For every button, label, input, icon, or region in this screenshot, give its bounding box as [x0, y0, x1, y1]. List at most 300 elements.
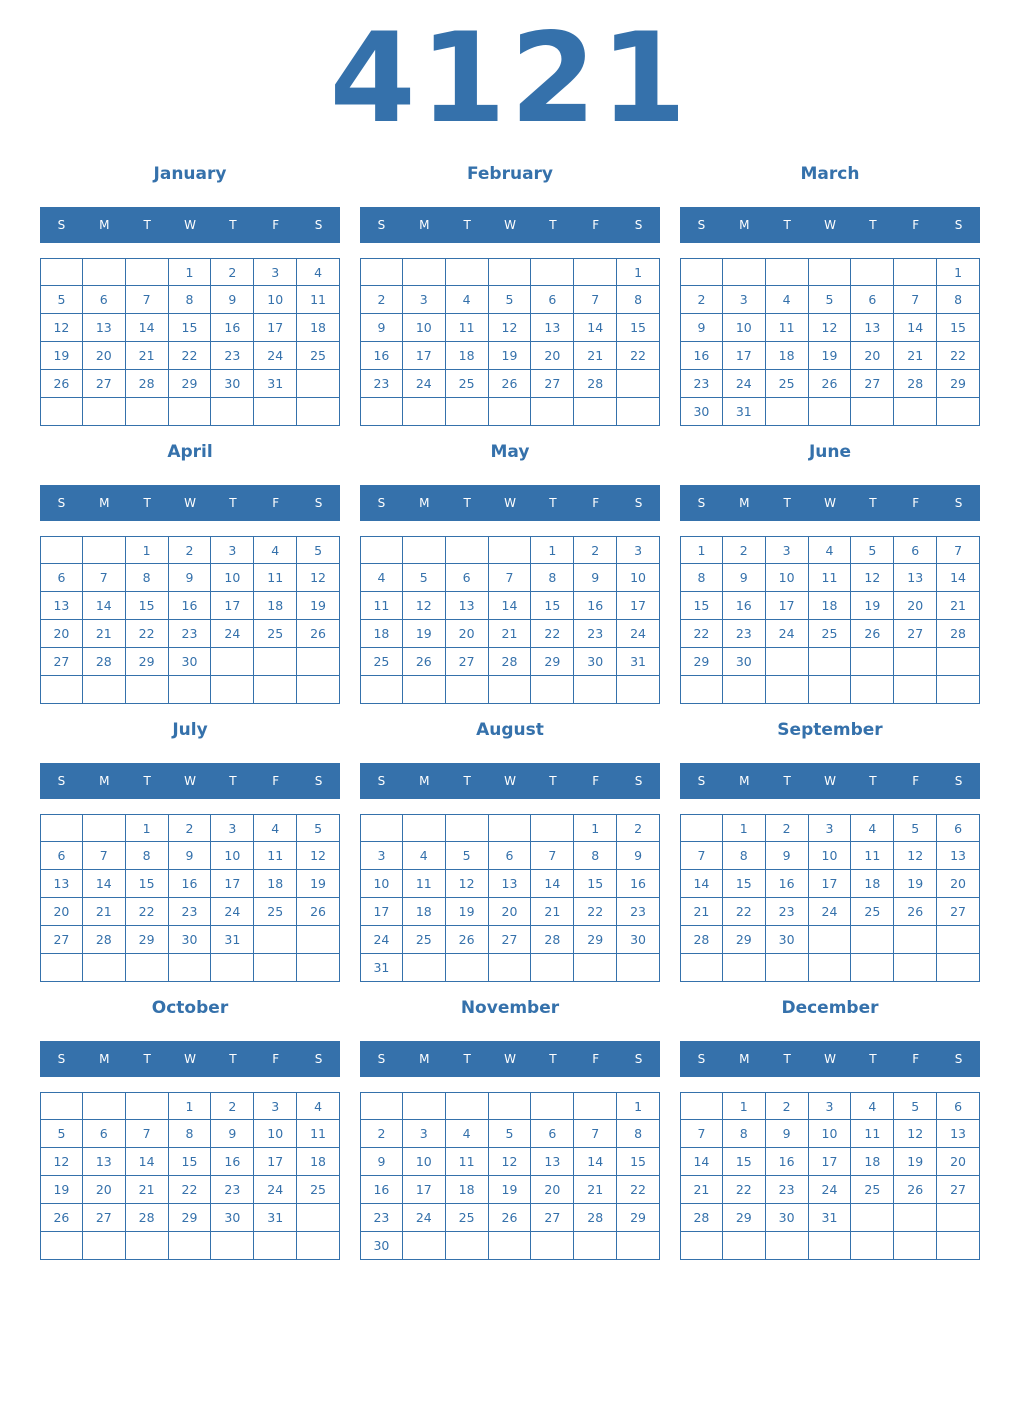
- day-cell: 23: [211, 342, 254, 370]
- day-cell: 20: [40, 620, 83, 648]
- day-cell: 11: [766, 314, 809, 342]
- day-cell: 17: [617, 592, 660, 620]
- day-cell: 27: [40, 926, 83, 954]
- month-name: January: [153, 164, 227, 184]
- day-cell: 19: [489, 342, 532, 370]
- day-cell: 20: [894, 592, 937, 620]
- day-cell: 24: [254, 342, 297, 370]
- day-cell: 17: [211, 592, 254, 620]
- day-cell: 11: [851, 842, 894, 870]
- day-cell: [680, 954, 723, 982]
- day-cell: 7: [894, 286, 937, 314]
- day-cell: [531, 954, 574, 982]
- day-cell: 12: [489, 1148, 532, 1176]
- weekday-header: T: [869, 774, 877, 788]
- month-november: [360, 991, 660, 1259]
- day-cell: [169, 954, 212, 982]
- weekday-header-row: [40, 485, 340, 521]
- day-cell: 19: [297, 592, 340, 620]
- day-cell: 2: [360, 286, 403, 314]
- day-cell: 9: [766, 1120, 809, 1148]
- day-cell: 22: [937, 342, 980, 370]
- day-cell: [40, 258, 83, 286]
- day-cell: [723, 1232, 766, 1260]
- day-cell: 10: [211, 842, 254, 870]
- day-cell: 12: [297, 564, 340, 592]
- day-cell: 11: [297, 286, 340, 314]
- day-cell: 8: [680, 564, 723, 592]
- weekday-header: T: [549, 774, 557, 788]
- day-cell: 17: [766, 592, 809, 620]
- day-cell: [40, 398, 83, 426]
- month-name: July: [172, 720, 208, 740]
- day-cell: [360, 258, 403, 286]
- day-cell: [851, 648, 894, 676]
- weekday-header: S: [697, 1052, 706, 1066]
- day-cell: 28: [126, 370, 169, 398]
- day-cell: 3: [766, 536, 809, 564]
- day-cell: 18: [360, 620, 403, 648]
- weekday-header: M: [99, 218, 110, 232]
- day-cell: 24: [723, 370, 766, 398]
- day-cell: 9: [574, 564, 617, 592]
- day-cell: 10: [617, 564, 660, 592]
- day-cell: [766, 1232, 809, 1260]
- day-cell: 28: [937, 620, 980, 648]
- weekday-header: T: [783, 1052, 791, 1066]
- day-cell: 16: [360, 1176, 403, 1204]
- day-cell: [254, 954, 297, 982]
- day-cell: 16: [617, 870, 660, 898]
- day-cell: 5: [894, 814, 937, 842]
- day-cell: [894, 676, 937, 704]
- day-cell: 26: [297, 898, 340, 926]
- day-cell: 1: [169, 1092, 212, 1120]
- day-cell: 10: [766, 564, 809, 592]
- day-cell: 17: [403, 342, 446, 370]
- day-cell: [446, 1092, 489, 1120]
- weekday-header: S: [314, 218, 323, 232]
- day-cell: 14: [126, 314, 169, 342]
- day-cell: 4: [766, 286, 809, 314]
- day-cell: 13: [446, 592, 489, 620]
- day-cell: 10: [809, 842, 852, 870]
- day-cell: 9: [211, 286, 254, 314]
- day-cell: 2: [169, 536, 212, 564]
- day-cell: 21: [489, 620, 532, 648]
- day-cell: 22: [169, 1176, 212, 1204]
- weekday-header: S: [634, 496, 643, 510]
- day-cell: 3: [211, 536, 254, 564]
- weekday-header: T: [229, 774, 237, 788]
- weekday-header: T: [229, 496, 237, 510]
- day-cell: 26: [403, 648, 446, 676]
- day-cell: 11: [446, 1148, 489, 1176]
- day-cell: 22: [169, 342, 212, 370]
- day-cell: 21: [574, 1176, 617, 1204]
- weekday-header: F: [912, 496, 920, 510]
- day-cell: 24: [403, 1204, 446, 1232]
- month-july: [40, 713, 340, 981]
- day-cell: 13: [489, 870, 532, 898]
- day-cell: [894, 926, 937, 954]
- month-january: [40, 157, 340, 425]
- day-cell: 18: [254, 592, 297, 620]
- weekday-header: F: [592, 1052, 600, 1066]
- day-cell: 23: [211, 1176, 254, 1204]
- day-cell: [169, 398, 212, 426]
- day-cell: [851, 954, 894, 982]
- day-cell: 18: [297, 1148, 340, 1176]
- day-cell: 14: [574, 314, 617, 342]
- day-cell: [83, 536, 126, 564]
- day-cell: 11: [809, 564, 852, 592]
- weekday-header: S: [57, 218, 66, 232]
- day-cell: [360, 398, 403, 426]
- day-cell: 6: [937, 814, 980, 842]
- weekday-header: S: [57, 1052, 66, 1066]
- day-cell: 23: [169, 620, 212, 648]
- day-cell: 8: [531, 564, 574, 592]
- weekday-header: M: [739, 1052, 750, 1066]
- day-cell: 4: [446, 286, 489, 314]
- weekday-header: S: [634, 1052, 643, 1066]
- day-cell: [894, 1232, 937, 1260]
- day-cell: [126, 1232, 169, 1260]
- day-cell: 25: [254, 898, 297, 926]
- day-cell: 22: [617, 1176, 660, 1204]
- month-february: [360, 157, 660, 425]
- day-cell: 13: [531, 1148, 574, 1176]
- day-cell: 16: [169, 870, 212, 898]
- day-cell: 30: [169, 648, 212, 676]
- day-cell: [766, 676, 809, 704]
- day-cell: 21: [83, 898, 126, 926]
- day-grid: [680, 258, 980, 426]
- weekday-header: M: [419, 1052, 430, 1066]
- day-cell: 10: [254, 286, 297, 314]
- day-cell: [403, 1232, 446, 1260]
- day-cell: 17: [723, 342, 766, 370]
- day-cell: [531, 814, 574, 842]
- weekday-header: W: [824, 774, 836, 788]
- day-cell: [446, 954, 489, 982]
- day-cell: 25: [360, 648, 403, 676]
- weekday-header: S: [954, 496, 963, 510]
- day-cell: 10: [403, 314, 446, 342]
- day-cell: 5: [489, 1120, 532, 1148]
- day-cell: 23: [680, 370, 723, 398]
- day-cell: 26: [894, 1176, 937, 1204]
- weekday-header: S: [314, 496, 323, 510]
- day-cell: 6: [40, 842, 83, 870]
- day-cell: [254, 676, 297, 704]
- day-cell: 30: [169, 926, 212, 954]
- day-cell: 14: [531, 870, 574, 898]
- day-cell: [809, 1232, 852, 1260]
- day-cell: [723, 676, 766, 704]
- day-cell: [851, 1204, 894, 1232]
- day-cell: 28: [894, 370, 937, 398]
- day-cell: [574, 954, 617, 982]
- day-cell: [531, 258, 574, 286]
- day-cell: [531, 1092, 574, 1120]
- day-cell: 12: [851, 564, 894, 592]
- day-cell: 6: [937, 1092, 980, 1120]
- weekday-header: T: [229, 1052, 237, 1066]
- weekday-header: M: [99, 1052, 110, 1066]
- day-cell: 6: [83, 286, 126, 314]
- day-cell: [297, 370, 340, 398]
- day-cell: [680, 676, 723, 704]
- weekday-header: T: [549, 1052, 557, 1066]
- day-cell: 7: [126, 1120, 169, 1148]
- month-name: February: [466, 164, 554, 184]
- day-cell: 22: [531, 620, 574, 648]
- day-cell: [680, 1092, 723, 1120]
- day-cell: 30: [617, 926, 660, 954]
- day-cell: 1: [617, 1092, 660, 1120]
- month-december: [680, 991, 980, 1259]
- month-name: November: [460, 998, 560, 1018]
- day-cell: 28: [83, 648, 126, 676]
- day-cell: 20: [937, 1148, 980, 1176]
- day-cell: 8: [723, 842, 766, 870]
- day-cell: 20: [83, 342, 126, 370]
- day-cell: 7: [489, 564, 532, 592]
- weekday-header: S: [314, 774, 323, 788]
- day-cell: 6: [40, 564, 83, 592]
- day-cell: [531, 676, 574, 704]
- weekday-header: M: [419, 496, 430, 510]
- day-cell: [723, 954, 766, 982]
- day-cell: [40, 954, 83, 982]
- day-cell: [40, 814, 83, 842]
- day-cell: [489, 258, 532, 286]
- weekday-header: T: [143, 218, 151, 232]
- day-cell: 29: [723, 1204, 766, 1232]
- day-cell: 27: [489, 926, 532, 954]
- day-cell: [531, 398, 574, 426]
- day-cell: 31: [254, 1204, 297, 1232]
- day-cell: 27: [894, 620, 937, 648]
- weekday-header: F: [272, 218, 280, 232]
- month-september: [680, 713, 980, 981]
- day-cell: 17: [254, 314, 297, 342]
- day-cell: [403, 814, 446, 842]
- day-cell: 2: [617, 814, 660, 842]
- day-cell: 15: [531, 592, 574, 620]
- day-cell: 9: [169, 842, 212, 870]
- day-cell: 23: [617, 898, 660, 926]
- day-cell: 4: [254, 814, 297, 842]
- day-cell: [126, 258, 169, 286]
- month-name: April: [167, 442, 213, 462]
- day-cell: 9: [723, 564, 766, 592]
- day-cell: 25: [446, 1204, 489, 1232]
- day-cell: 28: [574, 370, 617, 398]
- day-cell: 19: [403, 620, 446, 648]
- weekday-header: T: [463, 496, 471, 510]
- day-cell: 9: [766, 842, 809, 870]
- day-cell: 24: [403, 370, 446, 398]
- day-cell: 12: [40, 1148, 83, 1176]
- day-grid: [360, 1092, 660, 1260]
- day-cell: 10: [254, 1120, 297, 1148]
- day-cell: [574, 398, 617, 426]
- weekday-header: T: [463, 218, 471, 232]
- weekday-header: W: [504, 496, 516, 510]
- day-cell: 15: [574, 870, 617, 898]
- day-cell: [403, 1092, 446, 1120]
- day-cell: 8: [617, 286, 660, 314]
- weekday-header: T: [463, 774, 471, 788]
- month-name: June: [808, 442, 852, 462]
- day-cell: 11: [297, 1120, 340, 1148]
- day-cell: 27: [83, 1204, 126, 1232]
- weekday-header: S: [697, 218, 706, 232]
- day-cell: 2: [574, 536, 617, 564]
- day-cell: 18: [297, 314, 340, 342]
- weekday-header: S: [57, 774, 66, 788]
- day-cell: 9: [211, 1120, 254, 1148]
- day-cell: 20: [851, 342, 894, 370]
- day-cell: [403, 536, 446, 564]
- weekday-header-row: [360, 763, 660, 799]
- day-cell: 17: [254, 1148, 297, 1176]
- day-cell: 25: [446, 370, 489, 398]
- day-cell: [83, 814, 126, 842]
- day-cell: 6: [531, 286, 574, 314]
- day-cell: [169, 1232, 212, 1260]
- day-cell: [574, 676, 617, 704]
- day-cell: [894, 398, 937, 426]
- day-cell: [894, 954, 937, 982]
- day-cell: 22: [723, 1176, 766, 1204]
- day-cell: 13: [937, 1120, 980, 1148]
- day-cell: 21: [680, 1176, 723, 1204]
- day-cell: 26: [40, 1204, 83, 1232]
- month-october: [40, 991, 340, 1259]
- day-cell: [723, 258, 766, 286]
- day-cell: 1: [169, 258, 212, 286]
- day-cell: 16: [766, 870, 809, 898]
- day-cell: [489, 536, 532, 564]
- weekday-header: T: [869, 496, 877, 510]
- day-cell: 15: [617, 1148, 660, 1176]
- day-cell: [809, 926, 852, 954]
- weekday-header: T: [143, 774, 151, 788]
- weekday-header: S: [954, 1052, 963, 1066]
- day-cell: 20: [83, 1176, 126, 1204]
- day-cell: 22: [723, 898, 766, 926]
- month-june: [680, 435, 980, 703]
- day-cell: 13: [531, 314, 574, 342]
- day-cell: 31: [254, 370, 297, 398]
- calendar-grid: [40, 0, 980, 1412]
- weekday-header: F: [912, 1052, 920, 1066]
- day-cell: [254, 1232, 297, 1260]
- day-cell: 5: [446, 842, 489, 870]
- day-cell: [894, 1204, 937, 1232]
- weekday-header: S: [634, 218, 643, 232]
- day-cell: 2: [766, 814, 809, 842]
- day-cell: 23: [169, 898, 212, 926]
- day-cell: 14: [937, 564, 980, 592]
- day-cell: 4: [403, 842, 446, 870]
- day-cell: 25: [766, 370, 809, 398]
- month-name: September: [777, 720, 883, 740]
- day-cell: 29: [169, 1204, 212, 1232]
- day-cell: 25: [809, 620, 852, 648]
- day-cell: [809, 648, 852, 676]
- weekday-header: F: [272, 774, 280, 788]
- day-cell: [851, 1232, 894, 1260]
- day-grid: [40, 814, 340, 982]
- day-cell: [680, 814, 723, 842]
- day-cell: 21: [126, 342, 169, 370]
- day-cell: 14: [126, 1148, 169, 1176]
- day-cell: 19: [851, 592, 894, 620]
- weekday-header: F: [592, 774, 600, 788]
- day-cell: 15: [169, 314, 212, 342]
- day-cell: 20: [446, 620, 489, 648]
- day-cell: 28: [489, 648, 532, 676]
- day-cell: [446, 676, 489, 704]
- day-cell: [83, 954, 126, 982]
- day-cell: 29: [617, 1204, 660, 1232]
- day-cell: [489, 398, 532, 426]
- day-cell: 28: [680, 926, 723, 954]
- day-cell: 13: [894, 564, 937, 592]
- day-cell: 23: [766, 898, 809, 926]
- day-cell: 30: [723, 648, 766, 676]
- day-cell: [403, 676, 446, 704]
- day-cell: 8: [169, 286, 212, 314]
- weekday-header-row: [40, 763, 340, 799]
- weekday-header: F: [912, 774, 920, 788]
- day-cell: 26: [809, 370, 852, 398]
- month-name: October: [151, 998, 229, 1018]
- day-cell: 30: [680, 398, 723, 426]
- day-cell: 4: [360, 564, 403, 592]
- day-cell: 27: [446, 648, 489, 676]
- day-cell: 4: [851, 1092, 894, 1120]
- month-name: August: [476, 720, 544, 740]
- day-cell: 7: [680, 1120, 723, 1148]
- day-cell: 19: [40, 1176, 83, 1204]
- day-cell: 24: [254, 1176, 297, 1204]
- day-cell: 28: [531, 926, 574, 954]
- day-cell: 3: [809, 1092, 852, 1120]
- day-cell: [937, 398, 980, 426]
- day-cell: [617, 676, 660, 704]
- day-cell: 12: [297, 842, 340, 870]
- day-grid: [360, 814, 660, 982]
- day-cell: 21: [83, 620, 126, 648]
- day-cell: [211, 954, 254, 982]
- day-cell: [937, 1204, 980, 1232]
- day-cell: 17: [360, 898, 403, 926]
- day-cell: 8: [574, 842, 617, 870]
- day-cell: 4: [446, 1120, 489, 1148]
- day-cell: 14: [894, 314, 937, 342]
- day-cell: [297, 1232, 340, 1260]
- day-cell: 9: [680, 314, 723, 342]
- day-cell: 28: [574, 1204, 617, 1232]
- day-cell: 20: [937, 870, 980, 898]
- day-cell: [126, 1092, 169, 1120]
